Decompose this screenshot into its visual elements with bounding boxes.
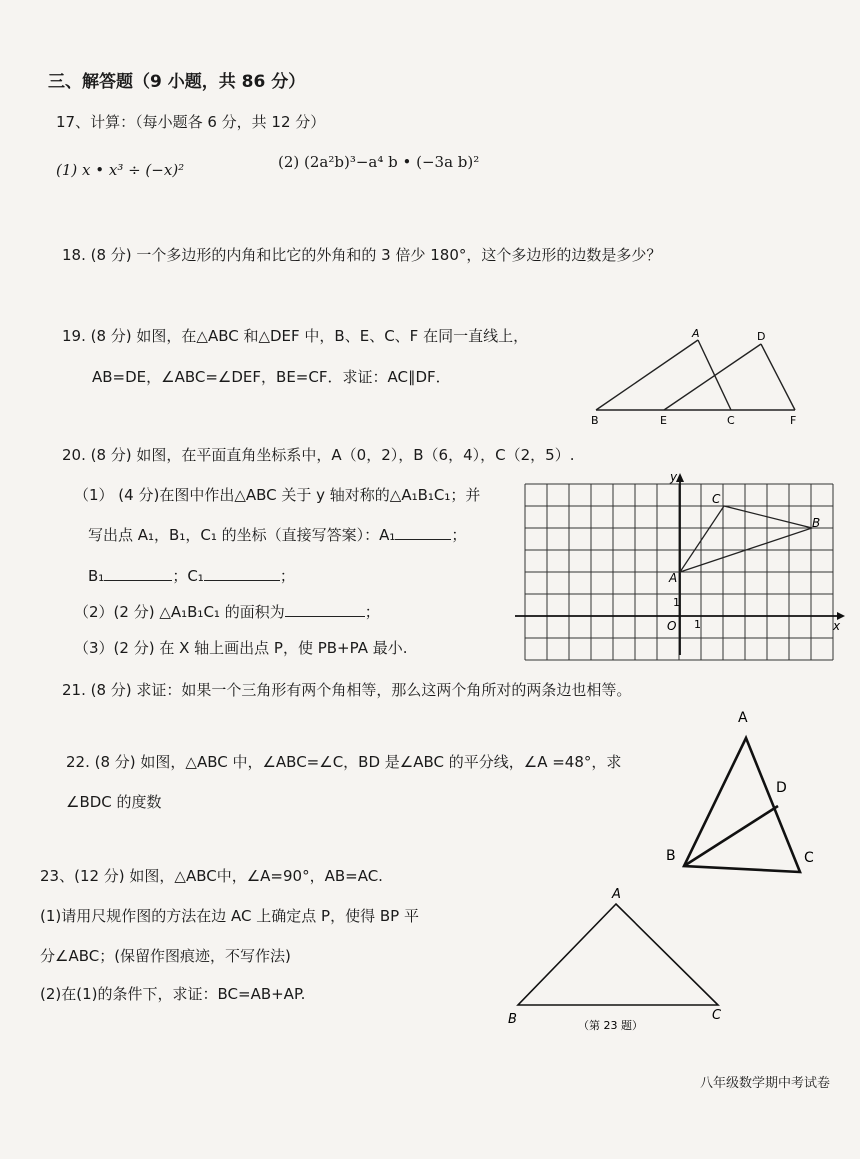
q17-part2: (2) (2a²b)³−a⁴ b • (−3a b)² bbox=[278, 153, 480, 171]
triangle-abc bbox=[680, 506, 812, 572]
q17-part1: (1) x • x³ ÷ (−x)² bbox=[56, 161, 185, 179]
q20-part2-text: （2）(2 分) △A₁B₁C₁ 的面积为 bbox=[74, 603, 285, 621]
q20-b1c1-line bbox=[88, 566, 295, 586]
semicolon: ； bbox=[364, 603, 380, 621]
q20-stem: 20. (8 分) 如图，在平面直角坐标系中，A（0，2），B（6，4），C（2，5）. bbox=[62, 446, 575, 464]
q17-stem: 17、计算：（每小题各 6 分，共 12 分） bbox=[56, 113, 326, 131]
semicolon: ； bbox=[451, 526, 467, 544]
semicolon: ； bbox=[279, 567, 295, 585]
q20-part1-line2-text: 写出点 A₁，B₁，C₁ 的坐标（直接写答案）：A₁ bbox=[88, 526, 396, 544]
q19-line1: 19. (8 分) 如图，在△ABC 和△DEF 中，B、E、C、F 在同一直线上， bbox=[62, 327, 529, 345]
label-c: C bbox=[804, 850, 814, 866]
label-f: F bbox=[790, 414, 797, 427]
label-c: C bbox=[712, 1008, 722, 1023]
q21-stem: 21. (8 分) 求证：如果一个三角形有两个角相等，那么这两个角所对的两条边也相等。 bbox=[62, 681, 632, 699]
q20-part3: （3）(2 分) 在 X 轴上画出点 P，使 PB+PA 最小. bbox=[74, 639, 408, 657]
x-unit-label: 1 bbox=[694, 618, 701, 631]
b1-answer-blank[interactable] bbox=[104, 566, 172, 581]
q23-line1: 23、(12 分) 如图，△ABC中，∠A=90°，AB=AC. bbox=[40, 867, 383, 885]
segment-ab bbox=[596, 340, 698, 410]
q20-part1-line2 bbox=[88, 525, 466, 545]
segment-df bbox=[761, 344, 795, 410]
label-b: B bbox=[666, 848, 676, 864]
b1-label: B₁ bbox=[88, 567, 105, 585]
grid-lines bbox=[525, 484, 833, 660]
q19-figure bbox=[588, 326, 810, 428]
label-a: A bbox=[612, 887, 621, 902]
section-title: 三、解答题（9 小题，共 86 分） bbox=[48, 72, 306, 92]
label-d: D bbox=[776, 780, 787, 796]
q18-stem: 18. (8 分) 一个多边形的内角和比它的外角和的 3 倍少 180°，这个多边形的边数是多少？ bbox=[62, 246, 662, 264]
label-e: E bbox=[660, 414, 667, 427]
label-c: C bbox=[727, 414, 735, 427]
triangle-abc bbox=[518, 904, 718, 1005]
point-c-label: C bbox=[712, 492, 721, 506]
q22-line1: 22. (8 分) 如图，△ABC 中，∠ABC=∠C，BD 是∠ABC 的平分线，∠A =48°，求 bbox=[66, 753, 622, 771]
point-a-label: A bbox=[669, 571, 678, 585]
label-a: A bbox=[692, 327, 700, 340]
q23-line2: (1)请用尺规作图的方法在边 AC 上确定点 P，使得 BP 平 bbox=[40, 907, 419, 925]
c1-label: ；C₁ bbox=[172, 567, 204, 585]
y-axis-arrow bbox=[676, 473, 684, 482]
figure-caption: （第 23 题） bbox=[578, 1019, 643, 1032]
c1-answer-blank[interactable] bbox=[204, 566, 280, 581]
q23-line4: (2)在(1)的条件下，求证：BC=AB+AP. bbox=[40, 985, 306, 1003]
x-axis-label: x bbox=[833, 619, 841, 633]
a1-answer-blank[interactable] bbox=[395, 525, 451, 540]
q22-figure bbox=[660, 700, 828, 880]
label-b: B bbox=[508, 1012, 517, 1027]
q20-part2 bbox=[74, 602, 380, 622]
label-a: A bbox=[738, 710, 748, 726]
q23-line3: 分∠ABC；(保留作图痕迹，不写作法) bbox=[40, 947, 291, 965]
q20-part1-line1: （1） (4 分)在图中作出△ABC 关于 y 轴对称的△A₁B₁C₁；并 bbox=[74, 486, 481, 504]
coordinate-grid bbox=[515, 470, 845, 662]
y-unit-label: 1 bbox=[673, 596, 680, 609]
area-answer-blank[interactable] bbox=[285, 602, 365, 617]
triangle-abc bbox=[684, 738, 800, 872]
y-axis-label: y bbox=[670, 470, 678, 484]
q22-line2: ∠BDC 的度数 bbox=[66, 793, 162, 811]
label-b: B bbox=[591, 414, 599, 427]
point-b-label: B bbox=[812, 516, 821, 530]
origin-label: O bbox=[667, 619, 677, 633]
q23-figure bbox=[500, 880, 740, 1036]
label-d: D bbox=[757, 330, 766, 343]
page-footer: 八年级数学期中考试卷 bbox=[699, 1076, 830, 1091]
q19-line2: AB=DE，∠ABC=∠DEF，BE=CF．求证：AC∥DF． bbox=[92, 368, 451, 386]
